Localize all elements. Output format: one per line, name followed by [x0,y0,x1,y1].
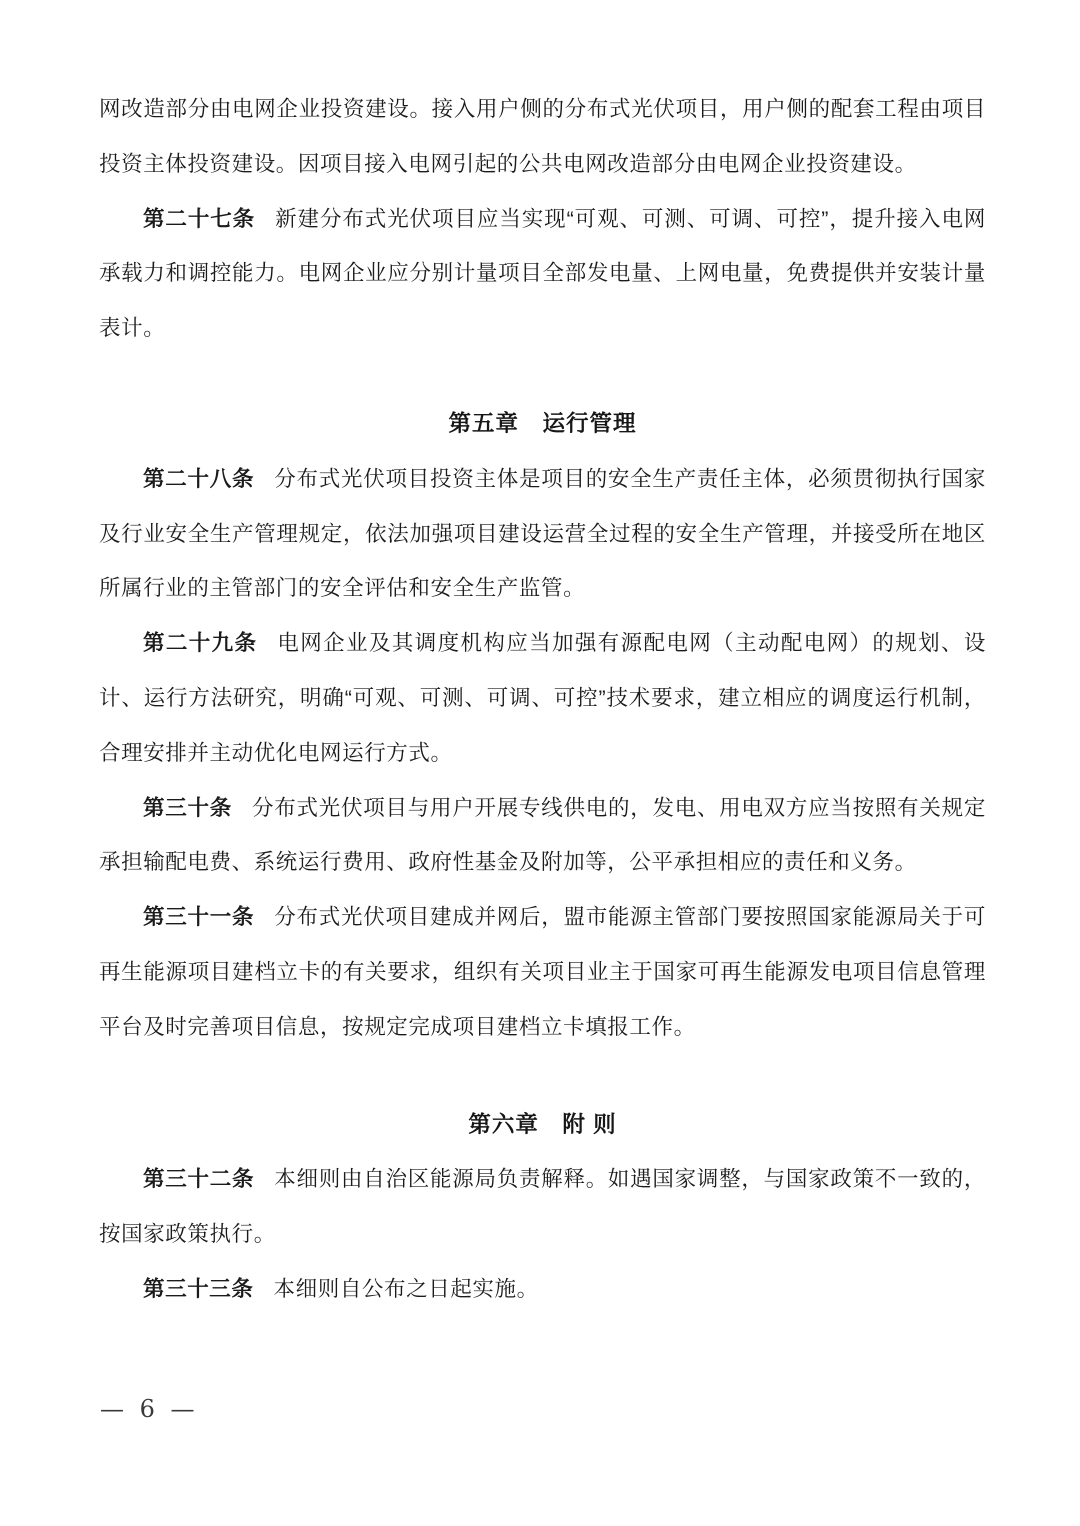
article-30-body: 分布式光伏项目与用户开展专线供电的，发电、用电双方应当按照有关规定承担输配电费、系统运行费用、政府性基金及附加等，公平承担相应的责任和义务。 [99,795,986,875]
article-29-number: 第二十九条 [143,631,258,656]
article-31-number: 第三十一条 [143,905,255,930]
article-33 [99,1262,986,1317]
page-number: — 6 — [100,1395,199,1423]
continuation-paragraph: 网改造部分由电网企业投资建设。接入用户侧的分布式光伏项目，用户侧的配套工程由项目投资主体投资建设。因项目接入电网引起的公共电网改造部分由电网企业投资建设。 [99,97,986,176]
article-29 [99,616,986,780]
chapter-6-heading: 第六章 附 则 [468,1111,617,1137]
article-32 [99,1152,986,1262]
article-28-body: 分布式光伏项目投资主体是项目的安全生产责任主体，必须贯彻执行国家及行业安全生产管理规定，依法加强项目建设运营全过程的安全生产管理，并接受所在地区所属行业的主管部门的安全评估和安全生产监管。 [99,466,986,601]
document-content [99,0,986,1317]
article-32-body: 本细则由自治区能源局负责解释。如遇国家调整，与国家政策不一致的，按国家政策执行。 [99,1167,986,1247]
article-27 [99,192,986,356]
article-28 [99,452,986,616]
article-33-body: 本细则自公布之日起实施。 [273,1276,539,1301]
article-33-number: 第三十三条 [143,1276,254,1301]
article-30-number: 第三十条 [143,795,232,820]
article-31 [99,890,986,1054]
article-32-number: 第三十二条 [143,1167,255,1192]
article-28-number: 第二十八条 [143,466,255,491]
chapter-5-heading: 第五章 运行管理 [448,410,637,436]
article-27-body: 新建分布式光伏项目应当实现“可观、可测、可调、可控”，提升接入电网承载力和调控能力。电网企业应分别计量项目全部发电量、上网电量，免费提供并安装计量表计。 [99,206,986,341]
article-31-body: 分布式光伏项目建成并网后，盟市能源主管部门要按照国家能源局关于可再生能源项目建档立卡的有关要求，组织有关项目业主于国家可再生能源发电项目信息管理平台及时完善项目信息，按规定完成项目建档立卡填报工作。 [99,905,986,1039]
article-27-number: 第二十七条 [143,206,256,231]
article-29-body: 电网企业及其调度机构应当加强有源配电网（主动配电网）的规划、设计、运行方法研究，明确“可观、可测、可调、可控”技术要求，建立相应的调度运行机制，合理安排并主动优化电网运行方式。 [99,631,986,765]
article-30 [99,781,986,891]
